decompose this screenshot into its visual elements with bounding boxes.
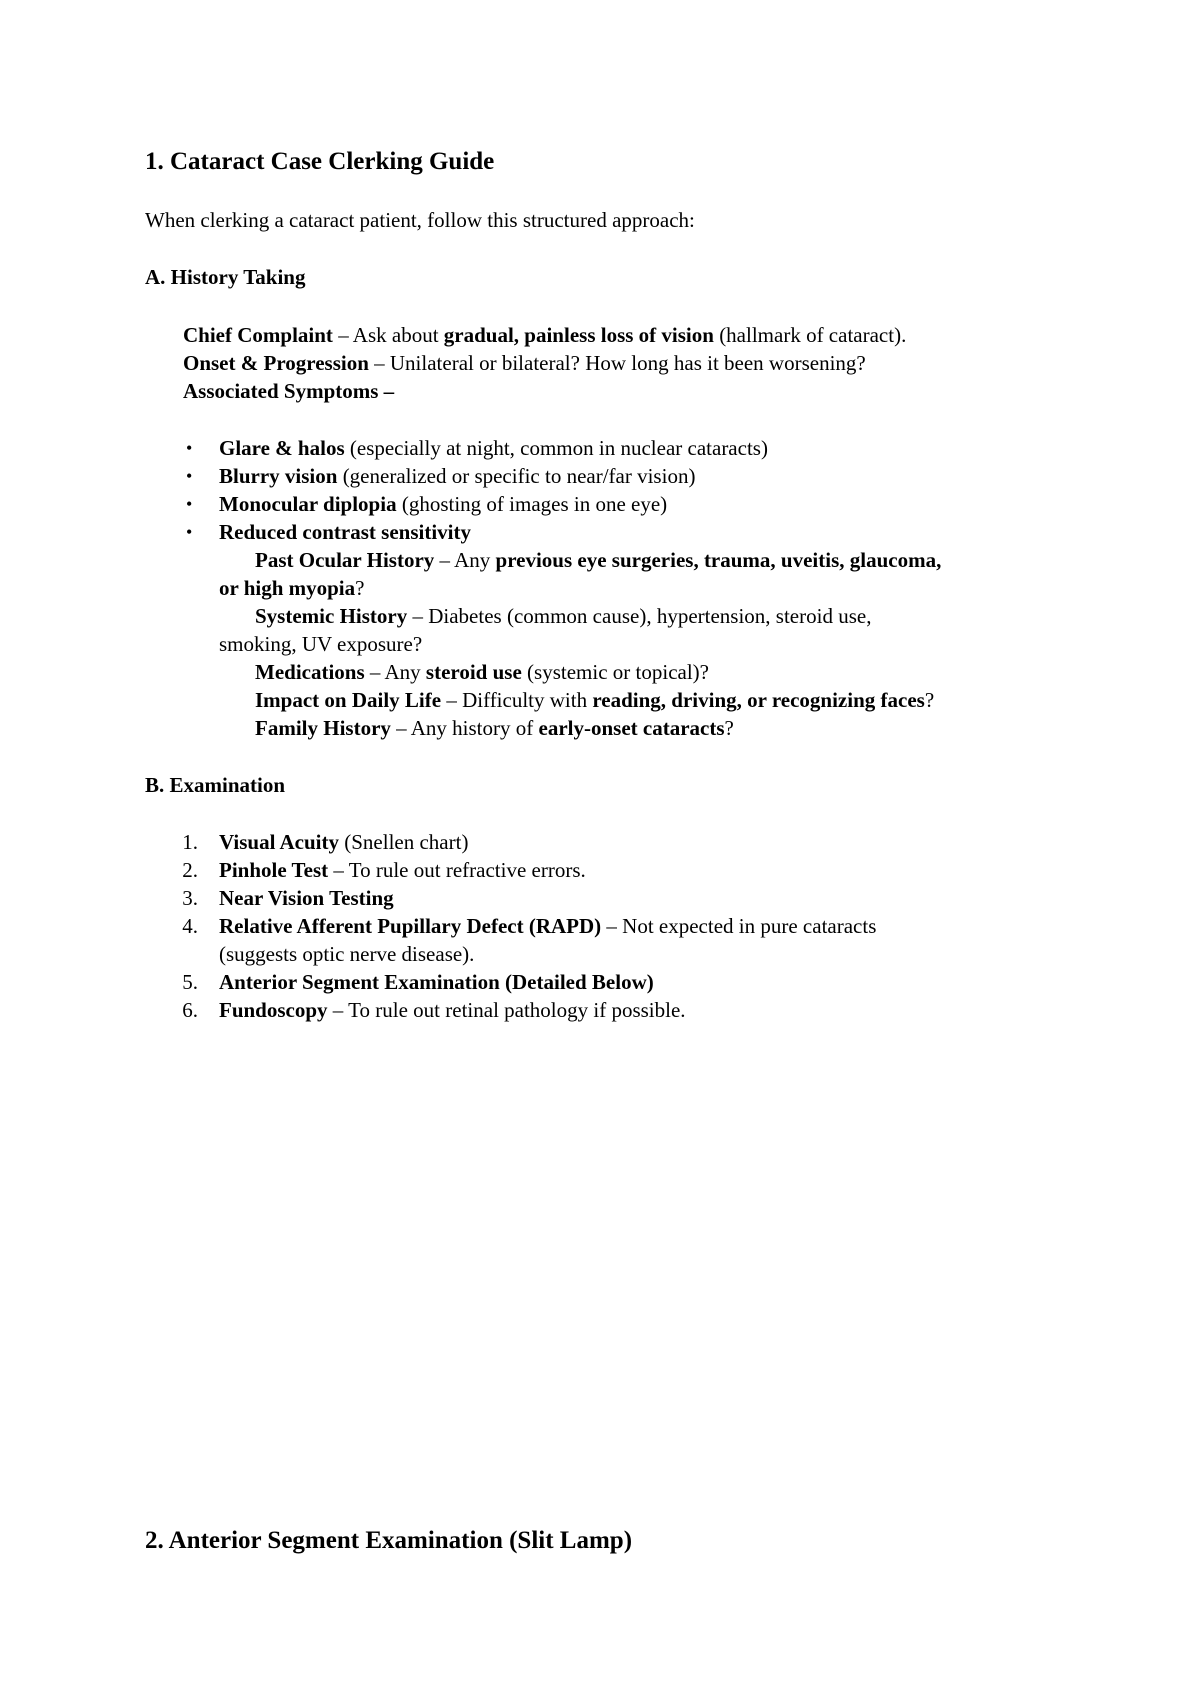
bullet-item xyxy=(219,519,471,545)
family-history-label: Family History xyxy=(255,716,391,740)
past-ocular-label: Past Ocular History xyxy=(255,548,435,572)
chief-complaint-rest: (hallmark of cataract). xyxy=(713,323,907,347)
section-2-title: 2. Anterior Segment Examination (Slit Lamp) xyxy=(145,1527,633,1554)
exam-item xyxy=(219,913,876,939)
bullet-item-bold: Monocular diplopia xyxy=(219,492,397,516)
chief-complaint-label: Chief Complaint xyxy=(183,323,333,347)
exam-item-bold: Visual Acuity xyxy=(219,830,339,854)
exam-item xyxy=(219,885,394,911)
exam-item xyxy=(219,829,468,855)
bullet-item xyxy=(219,491,667,517)
history-heading: A. History Taking xyxy=(145,265,306,289)
chief-complaint-sep: – Ask about xyxy=(332,323,444,347)
bullet-item-bold: Glare & halos xyxy=(219,436,345,460)
bullet-item-rest: (especially at night, common in nuclear cataracts) xyxy=(344,436,768,460)
systemic-history-line-cont: smoking, UV exposure? xyxy=(219,632,423,656)
medications-label: Medications xyxy=(255,660,365,684)
onset-line xyxy=(183,350,866,376)
medications-bold: steroid use xyxy=(425,660,522,684)
past-ocular-bold: previous eye surgeries, trauma, uveitis, glaucoma, xyxy=(495,548,942,572)
impact-line xyxy=(255,687,934,713)
onset-rest: – Unilateral or bilateral? How long has it been worsening? xyxy=(368,351,866,375)
exam-item-bold: Relative Afferent Pupillary Defect (RAPD) xyxy=(219,914,602,938)
impact-end: ? xyxy=(924,688,935,712)
bullet-icon: • xyxy=(186,466,193,486)
impact-bold: reading, driving, or recognizing faces xyxy=(592,688,925,712)
bullet-item-rest: (ghosting of images in one eye) xyxy=(396,492,668,516)
exam-item-bold: Anterior Segment Examination (Detailed Below) xyxy=(219,970,654,994)
associated-symptoms-label: Associated Symptoms – xyxy=(183,379,395,403)
medications-line xyxy=(255,659,709,685)
bullet-item-bold: Blurry vision xyxy=(219,464,338,488)
past-ocular-line xyxy=(255,547,941,573)
family-history-end: ? xyxy=(724,716,734,740)
impact-sep: – Difficulty with xyxy=(441,688,593,712)
exam-item xyxy=(219,857,586,883)
bullet-item-bold: Reduced contrast sensitivity xyxy=(219,520,471,544)
exam-item-cont: (suggests optic nerve disease). xyxy=(219,942,475,966)
bullet-icon: • xyxy=(186,522,193,542)
exam-item-bold: Fundoscopy xyxy=(219,998,328,1022)
past-ocular-end: ? xyxy=(355,576,365,600)
bullet-item xyxy=(219,435,768,461)
exam-item xyxy=(219,969,654,995)
exam-item-rest: – Not expected in pure cataracts xyxy=(601,914,877,938)
exam-item-rest: – To rule out retinal pathology if possible. xyxy=(327,998,686,1022)
bullet-item-rest: (generalized or specific to near/far vision) xyxy=(337,464,696,488)
systemic-history-line xyxy=(255,603,871,629)
section-1-title: 1. Cataract Case Clerking Guide xyxy=(145,148,495,175)
intro-text: When clerking a cataract patient, follow this structured approach: xyxy=(145,208,695,232)
impact-label: Impact on Daily Life xyxy=(255,688,442,712)
list-number: 6. xyxy=(182,998,198,1022)
chief-complaint-bold: gradual, painless loss of vision xyxy=(443,323,714,347)
exam-item-rest: – To rule out refractive errors. xyxy=(328,858,586,882)
past-ocular-line-cont xyxy=(219,575,364,601)
bullet-icon: • xyxy=(186,438,193,458)
exam-item-rest: (Snellen chart) xyxy=(339,830,469,854)
exam-item xyxy=(219,997,686,1023)
systemic-history-rest: – Diabetes (common cause), hypertension, steroid use, xyxy=(407,604,872,628)
bullet-item xyxy=(219,463,695,489)
list-number: 4. xyxy=(182,914,198,938)
exam-item-bold: Near Vision Testing xyxy=(219,886,394,910)
family-history-bold: early-onset cataracts xyxy=(538,716,725,740)
family-history-sep: – Any history of xyxy=(390,716,539,740)
medications-rest: (systemic or topical)? xyxy=(521,660,709,684)
list-number: 5. xyxy=(182,970,198,994)
associated-symptoms-line xyxy=(183,378,394,404)
onset-label: Onset & Progression xyxy=(183,351,369,375)
examination-heading: B. Examination xyxy=(145,773,286,797)
exam-item-bold: Pinhole Test xyxy=(219,858,329,882)
past-ocular-sep: – Any xyxy=(434,548,496,572)
medications-sep: – Any xyxy=(364,660,426,684)
chief-complaint-line xyxy=(183,322,906,348)
family-history-line xyxy=(255,715,734,741)
past-ocular-bold-cont: or high myopia xyxy=(219,576,356,600)
list-number: 3. xyxy=(182,886,198,910)
list-number: 1. xyxy=(182,830,198,854)
list-number: 2. xyxy=(182,858,198,882)
systemic-history-label: Systemic History xyxy=(255,604,408,628)
bullet-icon: • xyxy=(186,494,193,514)
